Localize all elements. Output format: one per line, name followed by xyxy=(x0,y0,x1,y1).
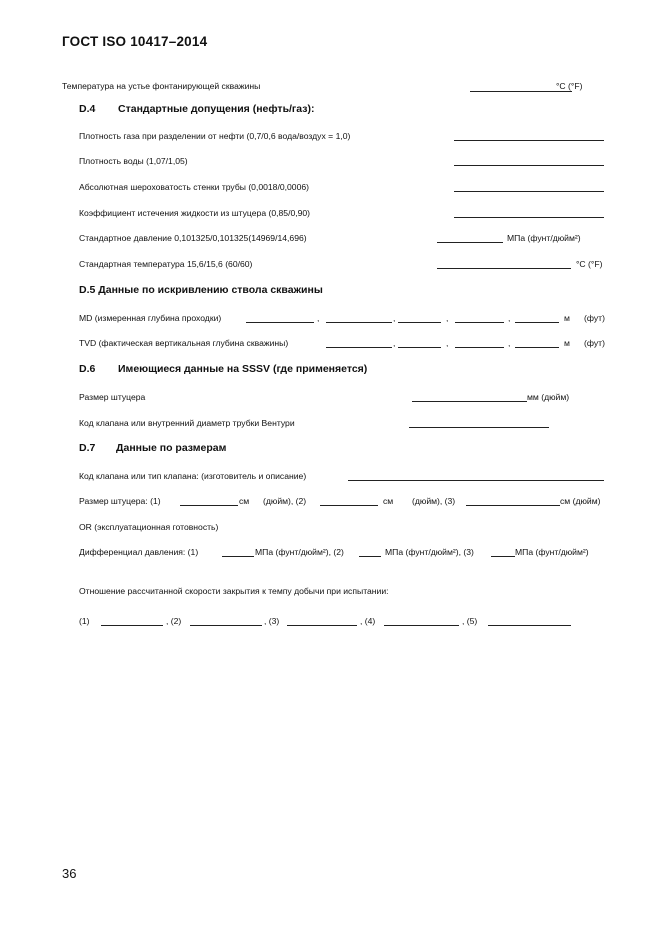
section-d7-title: Данные по размерам xyxy=(116,442,227,454)
valve-type-field[interactable] xyxy=(348,480,604,481)
md-field-1[interactable] xyxy=(246,322,314,323)
comma: , xyxy=(317,313,320,323)
md-unit-ft: (фут) xyxy=(584,313,605,323)
comma: , xyxy=(446,338,449,348)
section-d7-number: D.7 xyxy=(79,442,96,454)
ratio-field-3[interactable] xyxy=(287,625,357,626)
d7-choke-field-2[interactable] xyxy=(320,505,378,506)
std-pressure-unit: МПа (фунт/дюйм²) xyxy=(507,233,581,243)
ratio-label: Отношение рассчитанной скорости закрытия к темпу добычи при испытании: xyxy=(79,586,389,596)
comma: , xyxy=(446,313,449,323)
sssv-choke-unit: мм (дюйм) xyxy=(527,392,570,402)
diff-pressure-field-3[interactable] xyxy=(491,556,515,557)
roughness-field[interactable] xyxy=(454,191,604,192)
ratio-field-5[interactable] xyxy=(488,625,571,626)
diff-pressure-field-1[interactable] xyxy=(222,556,254,557)
d7-choke-label: Размер штуцера: (1) xyxy=(79,496,161,506)
md-field-5[interactable] xyxy=(515,322,559,323)
d7-choke-unit-3: см xyxy=(383,496,394,506)
wellhead-temp-label: Температура на устье фонтанирующей скважины xyxy=(62,81,261,91)
tvd-unit-ft: (фут) xyxy=(584,338,605,348)
section-d6-title: Имеющиеся данные на SSSV (где применяется) xyxy=(118,363,368,375)
std-pressure-field[interactable] xyxy=(437,242,503,243)
valve-type-label: Код клапана или тип клапана: (изготовитель и описание) xyxy=(79,471,307,481)
sssv-valve-label: Код клапана или внутренний диаметр трубки Вентури xyxy=(79,418,295,428)
section-d4-number: D.4 xyxy=(79,103,96,115)
d7-choke-unit-1: см xyxy=(239,496,250,506)
document-header: ГОСТ ISO 10417–2014 xyxy=(62,34,208,49)
ratio-field-4[interactable] xyxy=(384,625,459,626)
wellhead-temp-unit: °C (°F) xyxy=(556,81,583,91)
diff-pressure-unit-2: МПа (фунт/дюйм²), (3) xyxy=(385,547,474,557)
section-d4-title: Стандартные допущения (нефть/газ): xyxy=(118,103,315,115)
d7-choke-field-3[interactable] xyxy=(466,505,560,506)
roughness-label: Абсолютная шероховатость стенки трубы (0,0018/0,0006) xyxy=(79,182,309,192)
ratio-index-4: , (4) xyxy=(360,616,376,626)
water-density-field[interactable] xyxy=(454,165,604,166)
md-field-4[interactable] xyxy=(455,322,504,323)
ratio-field-1[interactable] xyxy=(101,625,163,626)
md-field-3[interactable] xyxy=(398,322,441,323)
ratio-index-3: , (3) xyxy=(264,616,280,626)
gas-density-field[interactable] xyxy=(454,140,604,141)
md-field-2[interactable] xyxy=(326,322,392,323)
std-temp-field[interactable] xyxy=(437,268,571,269)
comma: , xyxy=(508,313,511,323)
comma: , xyxy=(393,313,396,323)
tvd-label: TVD (фактическая вертикальная глубина скважины) xyxy=(79,338,289,348)
wellhead-temp-field[interactable] xyxy=(470,91,572,92)
gas-density-label: Плотность газа при разделении от нефти (0,7/0,6 вода/воздух = 1,0) xyxy=(79,131,351,141)
d7-choke-unit-4: (дюйм), (3) xyxy=(412,496,456,506)
comma: , xyxy=(393,338,396,348)
diff-pressure-unit-1: МПа (фунт/дюйм²), (2) xyxy=(255,547,344,557)
sssv-choke-field[interactable] xyxy=(412,401,527,402)
diff-pressure-field-2[interactable] xyxy=(359,556,381,557)
std-temp-label: Стандартная температура 15,6/15,6 (60/60) xyxy=(79,259,253,269)
ratio-index-5: , (5) xyxy=(462,616,478,626)
discharge-coef-field[interactable] xyxy=(454,217,604,218)
or-label: OR (эксплуатационная готовность) xyxy=(79,522,219,532)
section-d6-number: D.6 xyxy=(79,363,96,375)
page-number: 36 xyxy=(62,866,77,881)
d7-choke-unit-2: (дюйм), (2) xyxy=(263,496,307,506)
diff-pressure-label: Дифференциал давления: (1) xyxy=(79,547,199,557)
comma: , xyxy=(508,338,511,348)
section-d5-title: D.5 Данные по искривлению ствола скважины xyxy=(79,284,323,296)
tvd-field-1[interactable] xyxy=(326,347,392,348)
ratio-field-2[interactable] xyxy=(190,625,262,626)
tvd-field-3[interactable] xyxy=(455,347,504,348)
sssv-valve-field[interactable] xyxy=(409,427,549,428)
tvd-field-4[interactable] xyxy=(515,347,559,348)
tvd-field-2[interactable] xyxy=(398,347,441,348)
std-temp-unit: °C (°F) xyxy=(576,259,603,269)
std-pressure-label: Стандартное давление 0,101325/0,101325(14969/14,696) xyxy=(79,233,307,243)
d7-choke-unit-5: см (дюйм) xyxy=(560,496,601,506)
md-unit-m: м xyxy=(564,313,570,323)
tvd-unit-m: м xyxy=(564,338,570,348)
water-density-label: Плотность воды (1,07/1,05) xyxy=(79,156,188,166)
diff-pressure-unit-3: МПа (фунт/дюйм²) xyxy=(515,547,589,557)
discharge-coef-label: Коэффициент истечения жидкости из штуцера (0,85/0,90) xyxy=(79,208,311,218)
md-label: MD (измеренная глубина проходки) xyxy=(79,313,222,323)
ratio-index-1: (1) xyxy=(79,616,90,626)
sssv-choke-label: Размер штуцера xyxy=(79,392,146,402)
ratio-index-2: , (2) xyxy=(166,616,182,626)
d7-choke-field-1[interactable] xyxy=(180,505,238,506)
